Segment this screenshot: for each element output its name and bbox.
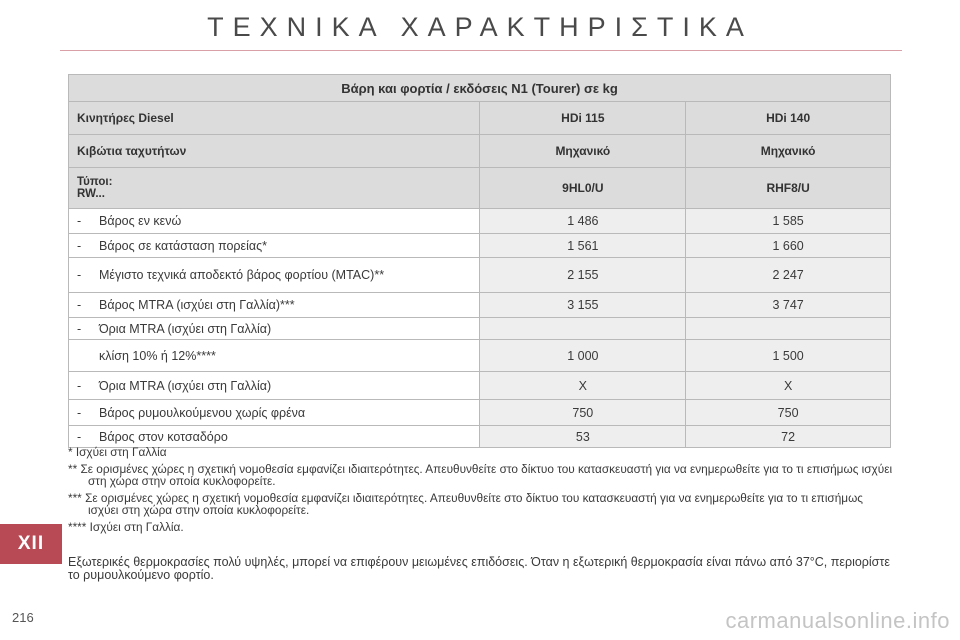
table-row xyxy=(69,340,891,372)
gearbox-1: Μηχανικό xyxy=(480,135,686,168)
footnote xyxy=(68,463,893,488)
table-row xyxy=(69,258,891,293)
gearbox-label: Κιβώτια ταχυτήτων xyxy=(69,135,480,168)
row-label: Βάρος ρυμουλκούμενου χωρίς φρένα xyxy=(99,405,306,420)
row-value-1: 750 xyxy=(480,400,686,426)
row-dash: - xyxy=(77,405,82,420)
engine-1: HDi 115 xyxy=(480,102,686,135)
footnote-mark: **** xyxy=(68,519,87,534)
row-dash: - xyxy=(77,429,82,444)
chapter-tab: XII xyxy=(0,524,62,564)
row-dash: - xyxy=(77,268,82,282)
types-row xyxy=(69,168,891,209)
table-row xyxy=(69,318,891,340)
table-caption-row xyxy=(69,75,891,102)
footnote-mark: *** xyxy=(68,490,82,505)
page-title: ΤΕΧΝΙΚΑ ΧΑΡΑΚΤΗΡΙΣΤΙΚΑ xyxy=(207,12,753,42)
row-dash: - xyxy=(77,238,82,253)
footnote xyxy=(68,446,893,459)
temperature-note: Εξωτερικές θερμοκρασίες πολύ υψηλές, μπορεί να επιφέρουν μειωμένες επιδόσεις. Όταν η εξωτερική θερμοκρασία είναι πάνω από 37°C, περιορίστε το ρυμουλκούμενο φορτίο. xyxy=(68,555,890,582)
engine-2: HDi 140 xyxy=(686,102,891,135)
footnotes xyxy=(68,446,893,537)
row-value-1 xyxy=(480,318,686,340)
table-row xyxy=(69,234,891,258)
engines-label: Κινητήρες Diesel xyxy=(69,102,480,135)
row-dash: - xyxy=(77,321,82,336)
row-value-2: 1 660 xyxy=(686,234,891,258)
row-value-2 xyxy=(686,318,891,340)
footnote-mark: * xyxy=(68,445,73,459)
row-value-2: 72 xyxy=(686,426,891,448)
row-value-1: 2 155 xyxy=(480,258,686,293)
row-value-1: 1 486 xyxy=(480,209,686,234)
table-row xyxy=(69,426,891,448)
row-dash: - xyxy=(77,214,82,228)
type-1: 9HL0/U xyxy=(480,168,686,209)
row-label: Βάρος MTRA (ισχύει στη Γαλλία)*** xyxy=(99,298,295,312)
footnote xyxy=(68,492,893,517)
row-label: Μέγιστο τεχνικά αποδεκτό βάρος φορτίου (MTAC)** xyxy=(99,268,385,282)
footnote-text: Σε ορισμένες χώρες η σχετική νομοθεσία εμφανίζει ιδιαιτερότητες. Απευθυνθείτε στο δίκτυο του κατασκευαστή για να ενημερωθείτε για το τι επισήμως ισχύει στη χώρα στην οποία κυκλοφορείτε. xyxy=(85,490,863,517)
row-value-1: 3 155 xyxy=(480,293,686,318)
footnote-mark: ** xyxy=(68,461,78,476)
page-number: 216 xyxy=(12,610,34,625)
footnote xyxy=(68,521,893,534)
types-label-line2: RW... xyxy=(77,188,105,200)
footnote-text: Ισχύει στη Γαλλία. xyxy=(89,519,184,534)
row-value-2: 2 247 xyxy=(686,258,891,293)
row-value-2: 1 500 xyxy=(686,340,891,372)
row-value-1: X xyxy=(480,372,686,400)
row-value-2: 750 xyxy=(686,400,891,426)
table-row xyxy=(69,293,891,318)
row-label: Βάρος στον κοτσαδόρο xyxy=(99,429,228,444)
table-row xyxy=(69,209,891,234)
engines-row xyxy=(69,102,891,135)
gearbox-2: Μηχανικό xyxy=(686,135,891,168)
row-label: Όρια MTRA (ισχύει στη Γαλλία) xyxy=(99,378,272,393)
row-value-1: 1 561 xyxy=(480,234,686,258)
table-row xyxy=(69,372,891,400)
watermark: carmanualsonline.info xyxy=(725,608,950,633)
title-divider xyxy=(60,50,902,51)
table-caption: Βάρη και φορτία / εκδόσεις N1 (Tourer) σε kg xyxy=(69,75,891,102)
table-row xyxy=(69,400,891,426)
row-label: Βάρος εν κενώ xyxy=(99,214,182,228)
row-value-1: 1 000 xyxy=(480,340,686,372)
row-value-1: 53 xyxy=(480,426,686,448)
row-value-2: 1 585 xyxy=(686,209,891,234)
row-dash: - xyxy=(77,298,82,312)
row-value-2: 3 747 xyxy=(686,293,891,318)
types-label xyxy=(69,168,480,209)
row-label: Βάρος σε κατάσταση πορείας* xyxy=(99,238,268,253)
types-label-line1: Τύποι: xyxy=(77,176,113,188)
row-label: κλίση 10% ή 12%**** xyxy=(99,348,216,363)
row-label: Όρια MTRA (ισχύει στη Γαλλία) xyxy=(99,321,272,336)
weights-table xyxy=(68,74,891,448)
footnote-text: Ισχύει στη Γαλλία xyxy=(75,445,167,459)
type-2: RHF8/U xyxy=(686,168,891,209)
gearbox-row xyxy=(69,135,891,168)
row-dash: - xyxy=(77,378,82,393)
footnote-text: Σε ορισμένες χώρες η σχετική νομοθεσία εμφανίζει ιδιαιτερότητες. Απευθυνθείτε στο δίκτυο του κατασκευαστή για να ενημερωθείτε για το τι επισήμως ισχύει στη χώρα στην οποία κυκλοφορείτε. xyxy=(80,461,893,488)
row-value-2: X xyxy=(686,372,891,400)
